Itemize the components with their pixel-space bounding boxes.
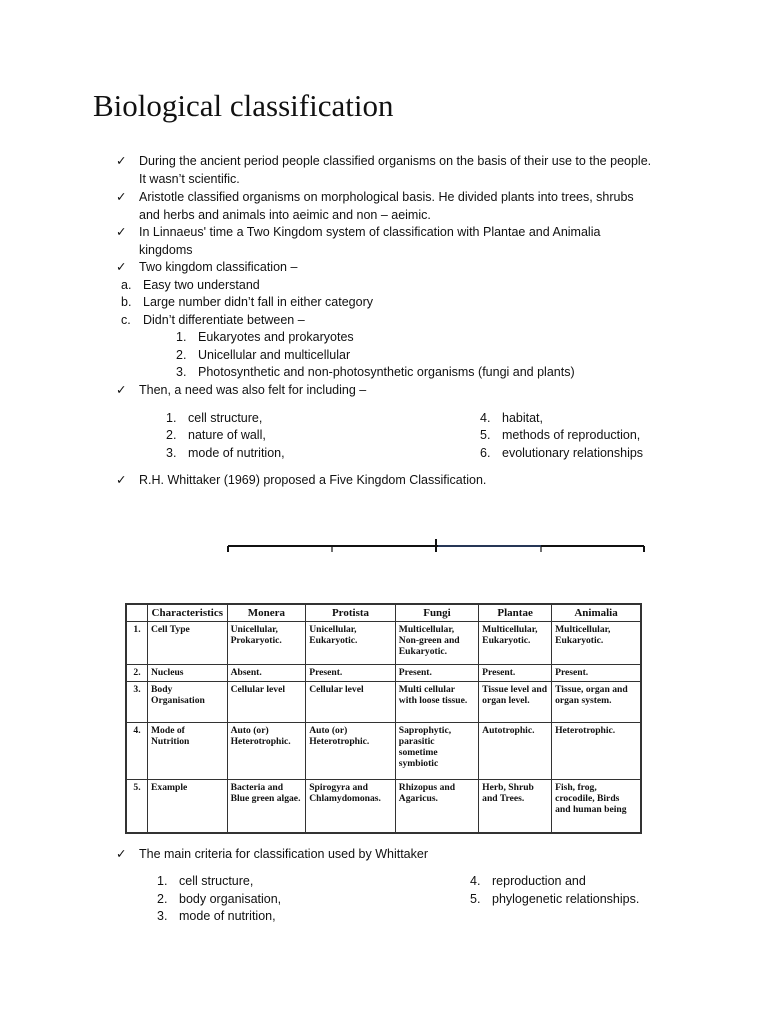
check-icon: ✓	[116, 260, 127, 274]
list-item: 1. cell structure,	[157, 874, 254, 888]
list-item: 3. Photosynthetic and non-photosynthetic organisms (fungi and plants)	[176, 365, 575, 379]
table-row	[126, 723, 641, 780]
table-cell: Present.	[306, 665, 396, 682]
bullet-ancient-period: ✓ During the ancient period people classified organisms on the basis of their use to the people. It wasn’t scientific.	[116, 154, 652, 186]
bullet-whittaker: ✓ R.H. Whittaker (1969) proposed a Five Kingdom Classification.	[116, 472, 716, 490]
list-item: 2. Unicellular and multicellular	[176, 348, 351, 362]
table-cell: Bacteria and Blue green algae.	[227, 780, 306, 834]
list-item: 6. evolutionary relationships	[480, 446, 644, 460]
check-icon: ✓	[116, 190, 127, 204]
table-cell: Nucleus	[148, 665, 228, 682]
table-cell: Saprophytic, parasitic sometime symbiotic	[395, 723, 478, 780]
table-cell: Auto (or) Heterotrophic.	[306, 723, 396, 780]
table-header-row	[126, 604, 641, 622]
table-header: Fungi	[395, 604, 478, 622]
table-cell: 3.	[126, 682, 148, 723]
table-cell: Absent.	[227, 665, 306, 682]
table-cell: Spirogyra and Chlamydomonas.	[306, 780, 396, 834]
table-cell: Fish, frog, crocodile, Birds and human being	[552, 780, 641, 834]
table-cell: Example	[148, 780, 228, 834]
table-cell: Multi cellular with loose tissue.	[395, 682, 478, 723]
list-item: 2. body organisation,	[157, 892, 282, 906]
check-icon: ✓	[116, 473, 127, 487]
table-header: Plantae	[479, 604, 552, 622]
table-header: Protista	[306, 604, 396, 622]
table-cell: Rhizopus and Agaricus.	[395, 780, 478, 834]
table-cell: Cell Type	[148, 622, 228, 665]
table-cell: 5.	[126, 780, 148, 834]
table-header	[126, 604, 148, 622]
check-icon: ✓	[116, 383, 127, 397]
table-cell: Autotrophic.	[479, 723, 552, 780]
table-row	[126, 622, 641, 665]
list-item: c. Didn’t differentiate between –	[121, 313, 305, 327]
table-cell: 2.	[126, 665, 148, 682]
bullet-need: ✓ Then, a need was also felt for including –	[116, 382, 716, 400]
list-item: 5. phylogenetic relationships.	[470, 892, 640, 906]
table-cell: Present.	[479, 665, 552, 682]
list-item: 3. mode of nutrition,	[157, 909, 276, 923]
table-header: Animalia	[552, 604, 641, 622]
table-cell: Unicellular, Eukaryotic.	[306, 622, 396, 665]
five-kingdom-bracket	[226, 538, 646, 552]
table-cell: Multicellular, Eukaryotic.	[479, 622, 552, 665]
table-cell: Mode of Nutrition	[148, 723, 228, 780]
table-cell: Herb, Shrub and Trees.	[479, 780, 552, 834]
bullet-aristotle: ✓ Aristotle classified organisms on morphological basis. He divided plants into trees, shrubs and herbs and animals into aeimic and non – aeimic.	[116, 190, 634, 222]
table-cell: Heterotrophic.	[552, 723, 641, 780]
list-item: 3. mode of nutrition,	[166, 446, 285, 460]
list-item: 1. Eukaryotes and prokaryotes	[176, 330, 354, 344]
check-icon: ✓	[116, 154, 127, 168]
table-cell: Auto (or) Heterotrophic.	[227, 723, 306, 780]
table-cell: Tissue, organ and organ system.	[552, 682, 641, 723]
table-cell: 4.	[126, 723, 148, 780]
table-header: Monera	[227, 604, 306, 622]
list-item: 2. nature of wall,	[166, 428, 266, 442]
bullet-criteria: ✓ The main criteria for classification used by Whittaker	[116, 846, 716, 864]
table-cell: Multicellular, Eukaryotic.	[552, 622, 641, 665]
table-row	[126, 665, 641, 682]
list-item: 1. cell structure,	[166, 411, 263, 425]
five-kingdom-table	[125, 603, 642, 834]
table-cell: Cellular level	[227, 682, 306, 723]
table-cell: Unicellular, Prokaryotic.	[227, 622, 306, 665]
table-cell: Present.	[395, 665, 478, 682]
list-item: b. Large number didn’t fall in either category	[121, 295, 373, 309]
list-item: 4. habitat,	[480, 411, 544, 425]
table-row	[126, 780, 641, 834]
bullet-linnaeus: ✓ In Linnaeus' time a Two Kingdom system of classification with Plantae and Animalia kingdoms	[116, 225, 601, 257]
list-item: 4. reproduction and	[470, 874, 586, 888]
table-row	[126, 682, 641, 723]
page-title: Biological classification	[93, 88, 394, 123]
table-cell: Tissue level and organ level.	[479, 682, 552, 723]
table-cell: Present.	[552, 665, 641, 682]
bullet-two-kingdom: ✓ Two kingdom classification –	[116, 259, 716, 277]
table-cell: Body Organisation	[148, 682, 228, 723]
table-cell: 1.	[126, 622, 148, 665]
list-item: a. Easy two understand	[121, 278, 260, 292]
list-item: 5. methods of reproduction,	[480, 428, 641, 442]
check-icon: ✓	[116, 225, 127, 239]
table-cell: Cellular level	[306, 682, 396, 723]
check-icon: ✓	[116, 847, 127, 861]
table-cell: Multicellular, Non-green and Eukaryotic.	[395, 622, 478, 665]
table-header: Characteristics	[148, 604, 228, 622]
